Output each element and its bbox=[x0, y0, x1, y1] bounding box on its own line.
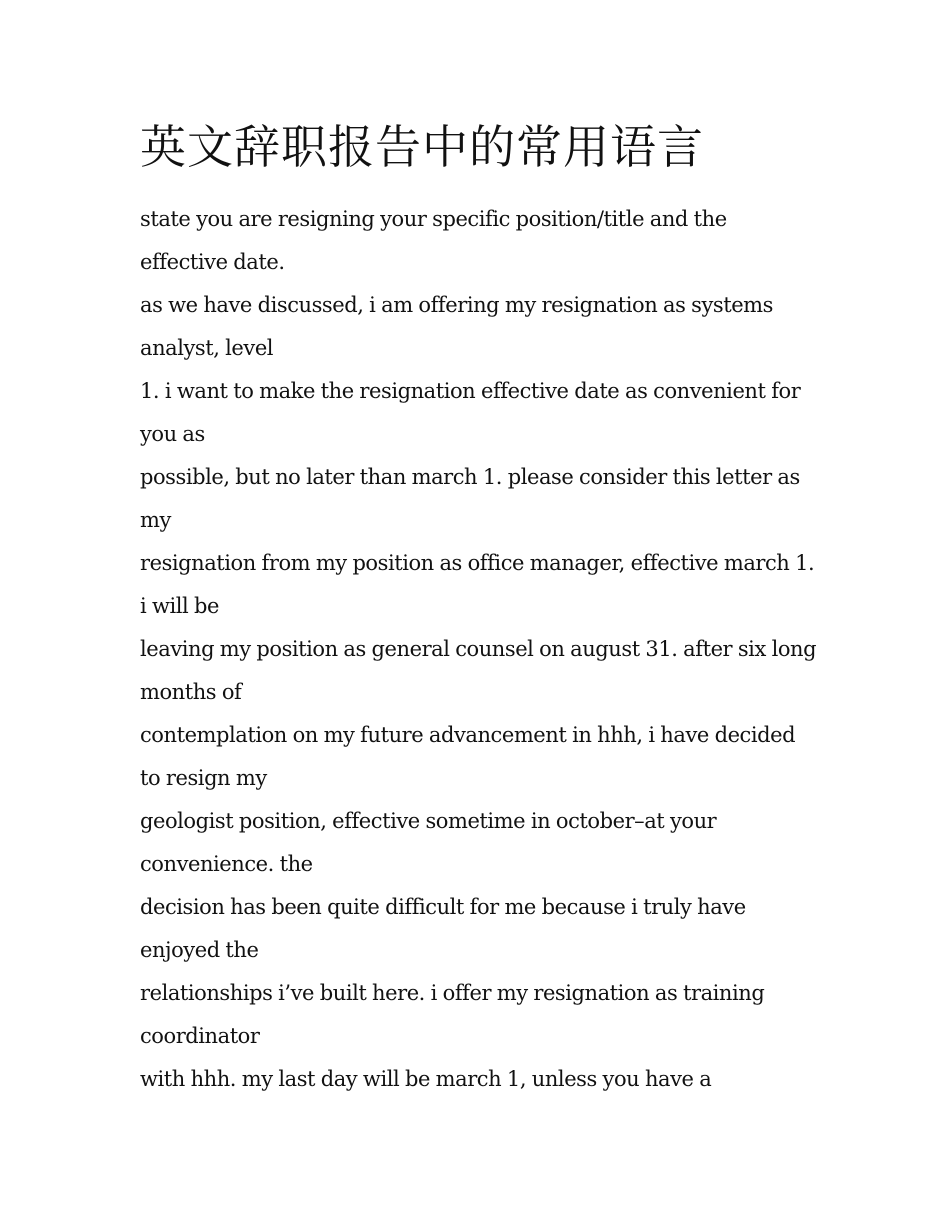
document-body bbox=[140, 198, 820, 1101]
text-line: geologist position, effective sometime in october–at your bbox=[140, 809, 717, 833]
text-line: effective date. bbox=[140, 250, 285, 274]
text-line: leaving my position as general counsel on august 31. after six long bbox=[140, 637, 817, 661]
text-line: decision has been quite difficult for me because i truly have bbox=[140, 895, 746, 919]
text-line: with hhh. my last day will be march 1, unless you have a bbox=[140, 1067, 712, 1091]
text-line: relationships i’ve built here. i offer my resignation as training bbox=[140, 981, 765, 1005]
text-line: enjoyed the bbox=[140, 938, 259, 962]
document-title: 英文辞职报告中的常用语言 bbox=[140, 120, 704, 174]
text-line: convenience. the bbox=[140, 852, 313, 876]
text-line: my bbox=[140, 508, 171, 532]
text-line: months of bbox=[140, 680, 242, 704]
text-line: 1. i want to make the resignation effective date as convenient for bbox=[140, 379, 801, 403]
text-line: you as bbox=[140, 422, 205, 446]
text-line: as we have discussed, i am offering my resignation as systems bbox=[140, 293, 773, 317]
text-line: to resign my bbox=[140, 766, 267, 790]
text-line: contemplation on my future advancement in hhh, i have decided bbox=[140, 723, 796, 747]
text-line: i will be bbox=[140, 594, 220, 618]
text-line: resignation from my position as office manager, effective march 1. bbox=[140, 551, 815, 575]
text-line: analyst, level bbox=[140, 336, 274, 360]
text-line: state you are resigning your specific position/title and the bbox=[140, 207, 727, 231]
text-line: coordinator bbox=[140, 1024, 260, 1048]
text-line: possible, but no later than march 1. please consider this letter as bbox=[140, 465, 800, 489]
